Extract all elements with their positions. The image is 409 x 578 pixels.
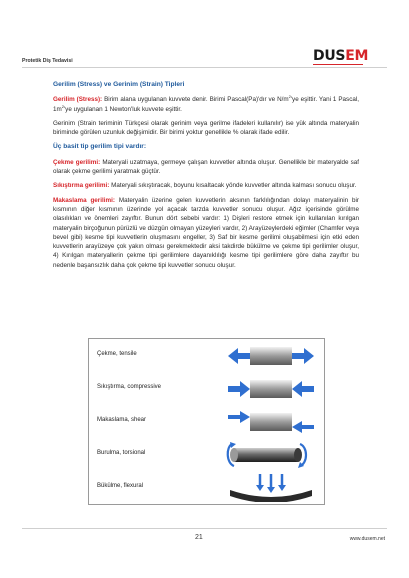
stress-term: Gerilim (Stress): — [53, 96, 103, 104]
figure-label: Makaslama, shear — [97, 417, 147, 423]
running-header: Protetik Diş Tedavisi — [22, 58, 73, 64]
footer-url[interactable]: www.dusem.net — [349, 536, 385, 542]
figure-row-torsional — [89, 438, 324, 471]
stress-paragraph: Gerilim (Stress): Birim alana uygulanan kuvvete denir. Birimi Pascal(Pa)'dır ve $N/m^2'ye$ eşittir. Yani 1 Pascal, $1m^2'ye$ uygulanan 1 Newton'luk kuvvete eşittir. — [53, 94, 359, 113]
figure-label: Bükülme, flexural — [97, 483, 144, 489]
dusem-logo: DUSEM — [313, 48, 369, 64]
tensile-paragraph: Çekme gerilimi: Materyali uzatmaya, germeye çalışan kuvvetler altında oluşur. Genellikle bir materyalde saf olarak çekme gerilimi yaratmak güçtür. — [53, 158, 359, 176]
figure-row-flexural — [89, 471, 324, 504]
figure-label: Sıkıştırma, compressive — [97, 384, 162, 390]
figure-label: Çekme, tensile — [97, 351, 137, 357]
header-divider — [22, 67, 387, 68]
shear-term: Makaslama gerilimi: — [53, 196, 115, 204]
compressive-term: Sıkıştırma gerilimi: — [53, 182, 110, 190]
compressive-icon — [226, 375, 316, 403]
main-content — [53, 80, 359, 275]
stress-types-figure — [88, 338, 325, 505]
page-number: 21 — [195, 534, 203, 541]
tensile-icon — [226, 342, 316, 370]
shear-icon — [226, 408, 316, 436]
tensile-term: Çekme gerilimi: — [53, 158, 101, 166]
footer-divider — [22, 528, 387, 529]
section-title: Gerilim (Stress) ve Gerinim (Strain) Tipleri — [53, 81, 185, 88]
subsection-title: Üç basit tip gerilim tipi vardır: — [53, 143, 147, 151]
shear-paragraph: Makaslama gerilimi: Materyalin üzerine gelen kuvvetlerin aksının farklılığından dolayı materyalinin bir kısmının diğer kısmının üzerinde yol açacak tarzda kuvvetler sonucu oluşur. Ağız içerisinde görülme olasılıkları ve önemleri zayıftır. Bunun dört sebebi vardır: 1) Dişleri restore etmek için kullanılan kırılgan materyalin birçoğunun pürüzlü ve düzgün olmayan yüzeyleri vardır, 2) Arayüzeylerdeki eğimler (Chamfer veya bevel gibi) kesme tipi kuvvetlerin oluşmasını engeller, 3) Saf bir kesme gerilimi oluşabilmesi için etki eden kuvvetlerin arayüzeye çok yakın olması gerekmektedir aksi takdirde bükülme ve çekme tipi gerilimler oluşur, 4) Kırılgan materyallerin çekme tipi gerilimlere dayanıklılığı kesme tipi gerilimlere göre daha zayıftır bu nedenle başarısızlık daha çok çekme tipi kuvvetler sonucu oluşur. — [53, 196, 359, 269]
figure-row-compressive — [89, 372, 324, 405]
figure-row-shear — [89, 405, 324, 438]
flexural-icon — [226, 474, 316, 502]
figure-label: Burulma, torsional — [97, 450, 146, 456]
logo-underline — [313, 64, 363, 65]
figure-row-tensile — [89, 339, 324, 372]
torsional-icon — [226, 441, 316, 469]
compressive-paragraph: Sıkıştırma gerilimi: Materyali sıkıştıracak, boyunu kısaltacak yönde kuvvetler altında kalması sonucu oluşur. — [53, 182, 357, 190]
strain-paragraph: Gerinim (Strain teriminin Türkçesi olarak gerinim veya gerilme ifadeleri kullanılır) ise yük altında materyalin biriminde görülen uzunluk değişimidir. Bir birimi yoktur genellikle % olarak ifade edilir. — [53, 119, 359, 137]
